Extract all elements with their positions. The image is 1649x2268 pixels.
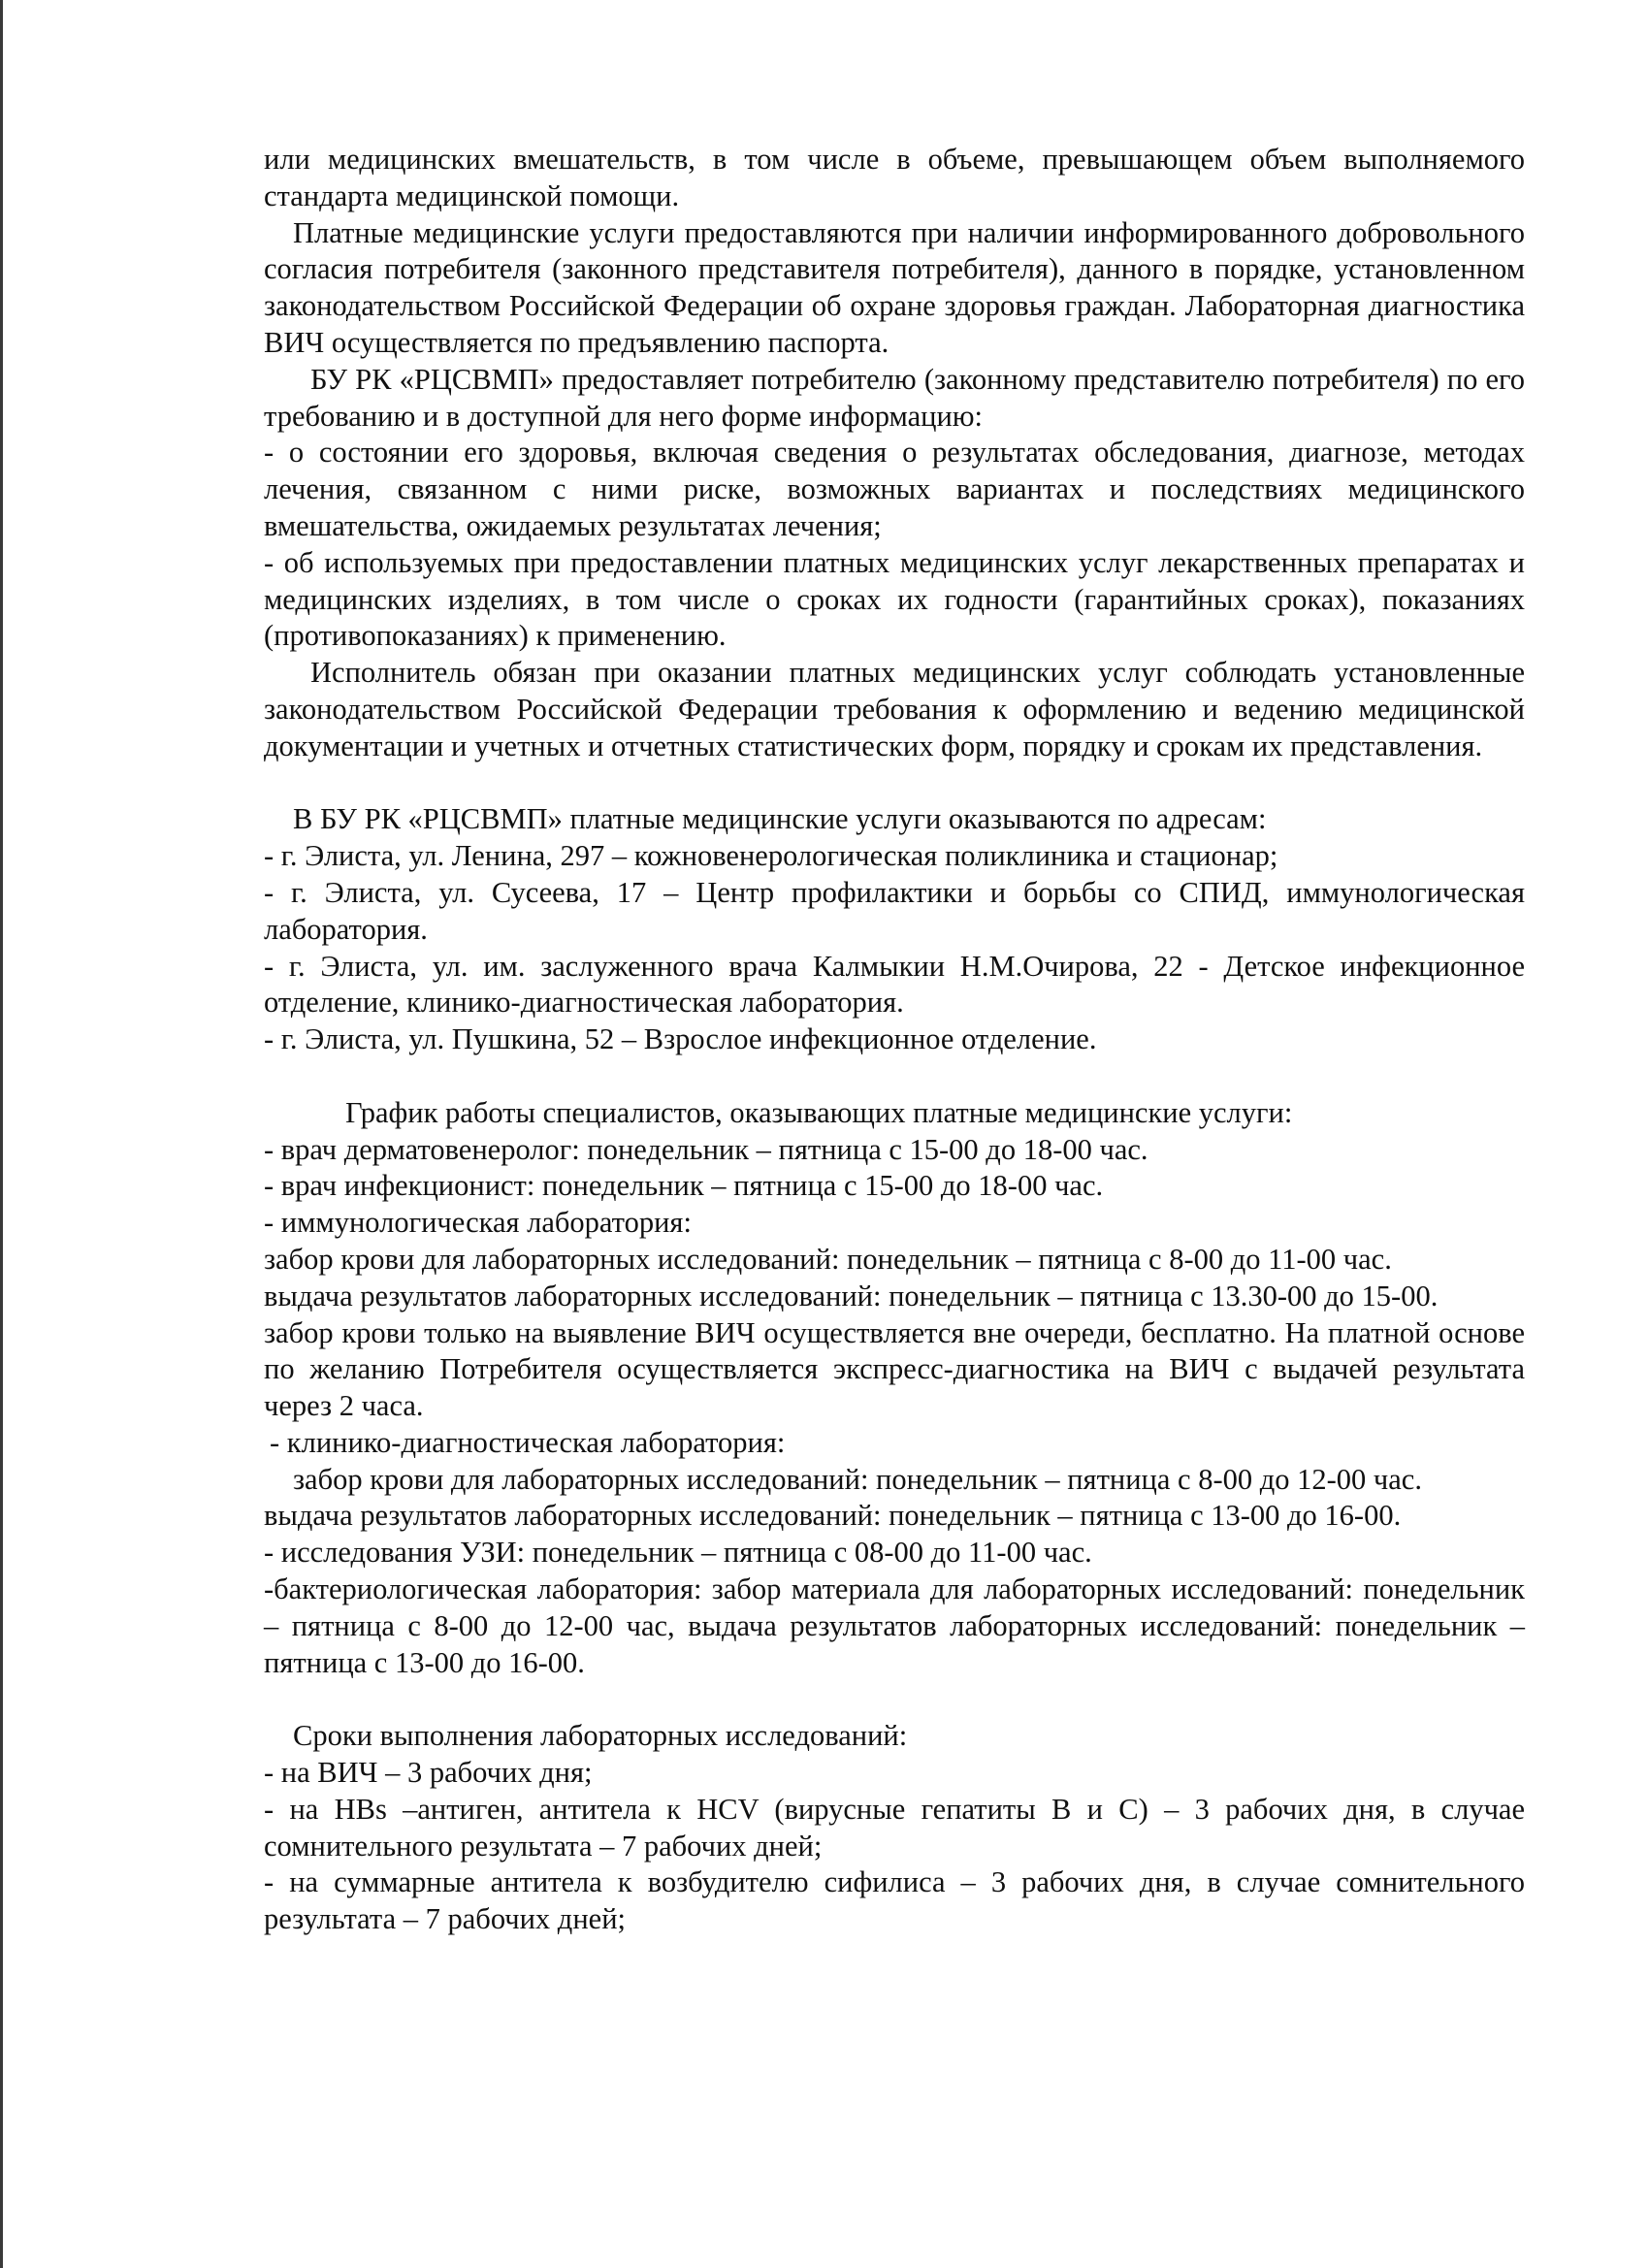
term-item: - на ВИЧ – 3 рабочих дня; (264, 1756, 593, 1790)
schedule-item: выдача результатов лабораторных исследований: понедельник – пятница с 13-00 до 16-00. (264, 1499, 1402, 1533)
spacer (264, 765, 1525, 802)
schedule-item: - врач инфекционист: понедельник – пятница с 15-00 до 18-00 час. (264, 1169, 1104, 1203)
schedule-item: - иммунологическая лаборатория: (264, 1206, 692, 1240)
address-item: - г. Элиста, ул. Сусеева, 17 – Центр профилактики и борьбы со СПИД, иммунологическая лаборатория. (264, 875, 1525, 946)
term-item: - на суммарные антитела к возбудителю сифилиса – 3 рабочих дня, в случае сомнительного результата – 7 рабочих дней; (264, 1865, 1525, 1936)
address-item: - г. Элиста, ул. им. заслуженного врача Калмыкии Н.М.Очирова, 22 - Детское инфекционное отделение, клинико-диагностическая лаборатория. (264, 949, 1525, 1020)
schedule-heading: График работы специалистов, оказывающих платные медицинские услуги: (345, 1095, 1293, 1129)
schedule-item: забор крови для лабораторных исследований: понедельник – пятница с 8-00 до 12-00 час. (293, 1462, 1422, 1496)
list-item-health-state: - о состоянии его здоровья, включая сведения о результатах обследования, диагнозе, методах лечения, связанном с ними риске, возможных вариантах и последствиях медицинского вмешательства, ожидаемых результатах лечения; (264, 436, 1525, 542)
addresses-heading: В БУ РК «РЦСВМП» платные медицинские услуги оказываются по адресам: (293, 802, 1267, 836)
schedule-item: забор крови для лабораторных исследований: понедельник – пятница с 8-00 до 11-00 час. (264, 1242, 1392, 1276)
schedule-item: -бактериологическая лаборатория: забор материала для лабораторных исследований: понедельник – пятница с 8-00 до 12-00 час, выдача результатов лабораторных исследований: понедельник – пятница с 13-00 до 16-00. (264, 1572, 1525, 1679)
scan-edge (0, 0, 3, 2268)
terms-heading: Сроки выполнения лабораторных исследований: (293, 1719, 908, 1753)
list-item-drugs: - об используемых при предоставлении платных медицинских услуг лекарственных препаратах и медицинских изделиях, в том числе о сроках их годности (гарантийных сроках), показаниях (противопоказаниях) к применению. (264, 545, 1525, 653)
document-body (264, 142, 1525, 1938)
spacer (264, 1681, 1525, 1718)
paragraph-documentation: Исполнитель обязан при оказании платных медицинских услуг соблюдать установленные законодательством Российской Федерации требования к оформлению и ведению медицинской документации и учетных и отчетных статистических форм, порядку и срокам их представления. (264, 656, 1525, 762)
schedule-item: забор крови только на выявление ВИЧ осуществляется вне очереди, бесплатно. На платной основе по желанию Потребителя осуществляется экспресс-диагностика на ВИЧ с выдачей результата через 2 часа. (264, 1315, 1525, 1423)
paragraph-interventions: или медицинских вмешательств, в том числе в объеме, превышающем объем выполняемого стандарта медицинской помощи. (264, 143, 1525, 212)
address-item: - г. Элиста, ул. Ленина, 297 – кожновенерологическая поликлиника и стационар; (264, 839, 1278, 873)
schedule-item: - клинико-диагностическая лаборатория: (270, 1425, 786, 1459)
schedule-item: - врач дерматовенеролог: понедельник – пятница с 15-00 до 18-00 час. (264, 1132, 1148, 1166)
spacer (264, 1058, 1525, 1095)
term-item: - на HBs –антиген, антитела к HCV (вирусные гепатиты В и С) – 3 рабочих дня, в случае сомнительного результата – 7 рабочих дней; (264, 1792, 1525, 1863)
schedule-item: - исследования УЗИ: понедельник – пятница с 08-00 до 11-00 час. (264, 1536, 1092, 1570)
address-item: - г. Элиста, ул. Пушкина, 52 – Взрослое инфекционное отделение. (264, 1022, 1097, 1056)
paragraph-consent: Платные медицинские услуги предоставляются при наличии информированного добровольного согласия потребителя (законного представителя потребителя), данного в порядке, установленном законодательством Российской Федерации об охране здоровья граждан. Лабораторная диагностика ВИЧ осуществляется по предъявлению паспорта. (264, 215, 1525, 359)
schedule-item: выдача результатов лабораторных исследований: понедельник – пятница с 13.30-00 до 15-00. (264, 1279, 1439, 1312)
paragraph-information: БУ РК «РЦСВМП» предоставляет потребителю (законному представителю потребителя) по его требованию и в доступной для него форме информацию: (264, 362, 1525, 433)
